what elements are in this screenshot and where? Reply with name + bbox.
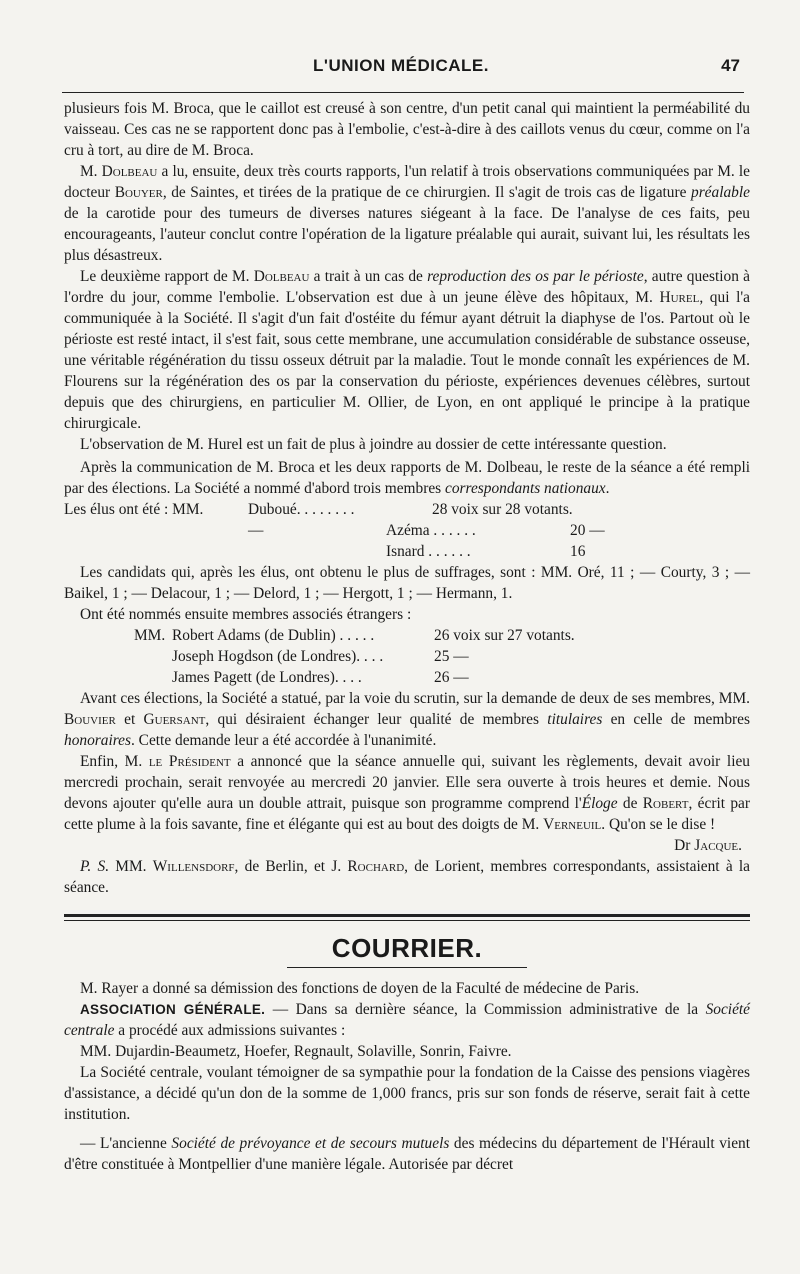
- vote-row: — Azéma . . . . . . 20 —: [248, 522, 605, 539]
- person-name: M. Dolbeau: [80, 163, 158, 180]
- signature: Dr Jacque.: [674, 837, 742, 854]
- emphasis: Société de prévoyance et de secours mutuels: [171, 1135, 450, 1152]
- person-name: Willensdorf: [152, 858, 235, 875]
- emphasis: reproduction des os par le périoste: [427, 268, 644, 285]
- paragraph-4: L'observation de M. Hurel est un fait de plus à joindre au dossier de cette intéressante question.: [80, 436, 667, 453]
- courrier-paragraph-3: MM. Dujardin-Beaumetz, Hoefer, Regnault, Solaville, Sonrin, Faivre.: [80, 1043, 512, 1060]
- person-name: le Président: [148, 753, 231, 770]
- paragraph-1: plusieurs fois M. Broca, que le caillot est creusé à son centre, d'un petit canal qui maintient la perméabilité du vaisseau. Ces cas ne se rapportent donc pas à l'embolie, c'est-à-dire à des caillots venus du cœur, comme on l'a cru à tort, au dire de M. Broca.: [64, 100, 750, 159]
- postscript: P. S. MM. Willensdorf, de Berlin, et J. Rochard, de Lorient, membres correspondants, assistaient à la séance.: [64, 858, 751, 896]
- person-name: Bouvier: [64, 711, 116, 728]
- person-name: Hurel: [659, 289, 700, 306]
- vote-row: Joseph Hogdson (de Londres). . . . 25 —: [172, 648, 469, 665]
- person-name: Verneuil: [543, 816, 602, 833]
- emphasis: Société centrale: [64, 1001, 751, 1039]
- person-name: Rochard: [347, 858, 405, 875]
- page-number: 47: [721, 56, 740, 75]
- courrier-paragraph-5: — L'ancienne Société de prévoyance et de secours mutuels des médecins du département de l'Hérault vient d'être constituée à Montpellier d'une manière légale. Autorisée par décret: [64, 1135, 750, 1173]
- emphasis: Éloge: [581, 795, 618, 812]
- header-rule: [62, 92, 744, 93]
- vote-list-national: [64, 499, 750, 562]
- person-name: Dolbeau: [253, 268, 310, 285]
- emphasis: correspondants nationaux: [445, 480, 606, 497]
- article-body: [64, 98, 750, 1175]
- courrier-paragraph-1: M. Rayer a donné sa démission des fonctions de doyen de la Faculté de médecine de Paris.: [80, 980, 640, 997]
- vote-list-foreign: [64, 625, 750, 688]
- vote-row: MM. Robert Adams (de Dublin) . . . . . 26 voix sur 27 votants.: [134, 627, 575, 644]
- page-header: [62, 52, 740, 84]
- title-underline: [287, 967, 527, 968]
- emphasis: titulaires: [547, 711, 603, 728]
- vote-row: Les élus ont été : MM. Duboué. . . . . . . . 28 voix sur 28 votants.: [64, 501, 573, 518]
- paragraph-8: Avant ces élections, la Société a statué, par la voie du scrutin, sur la demande de deux de ses membres, MM. Bouvier et Guersant, qui désiraient échanger leur qualité de membres titulaires en celle de membres honoraires. Cette demande leur a été accordée à l'unanimité.: [64, 690, 750, 749]
- ps-label: P. S.: [80, 858, 110, 875]
- emphasis: honoraires: [64, 732, 131, 749]
- section-title: COURRIER.: [331, 933, 483, 963]
- running-title: L'UNION MÉDICALE.: [313, 56, 489, 75]
- person-name: Bouyer: [114, 184, 163, 201]
- courrier-paragraph-2: ASSOCIATION GÉNÉRALE. — Dans sa dernière séance, la Commission administrative de la Société centrale a procédé aux admissions suivantes :: [64, 1001, 751, 1039]
- paragraph-5: Après la communication de M. Broca et les deux rapports de M. Dolbeau, le reste de la séance a été rempli par des élections. La Société a nommé d'abord trois membres correspondants nationaux.: [64, 459, 750, 497]
- paragraph-3: Le deuxième rapport de M. Dolbeau a trait à un cas de reproduction des os par le périoste, autre question à l'ordre du jour, comme l'embolie. L'observation est due à un jeune élève des hôpitaux, M. Hurel, qui l'a communiquée à la Société. Il s'agit d'un fait d'ostéite du fémur ayant détruit la diaphyse de l'os. Partout où le périoste est resté intact, il s'est fait, sous cette membrane, une accumulation considérable de substance osseuse, une véritable régénération du tissu osseux détruit par la maladie. Tout le monde connaît les expériences de M. Flourens sur la régénération des os par la conservation du périoste, expériences devenues célèbres, surtout depuis que des chirurgiens, en particulier M. Ollier, de Lyon, en ont appliqué le principe à la pratique chirurgicale.: [64, 268, 750, 432]
- vote-row: Isnard . . . . . . 16: [386, 543, 586, 560]
- vote-row: James Pagett (de Londres). . . . 26 —: [172, 669, 469, 686]
- section-divider: [64, 914, 750, 921]
- person-name: Robert: [642, 795, 689, 812]
- emphasis: préalable: [691, 184, 750, 201]
- paragraph-7: Ont été nommés ensuite membres associés étrangers :: [80, 606, 412, 623]
- courrier-paragraph-4: La Société centrale, voulant témoigner de sa sympathie pour la fondation de la Caisse des pensions viagères d'assistance, a décidé qu'un don de la somme de 1,000 francs, pris sur son fonds de réserve, serait fait à cette institution.: [64, 1064, 750, 1123]
- paragraph-9: Enfin, M. le Président a annoncé que la séance annuelle qui, suivant les règlements, devait avoir lieu mercredi prochain, serait renvoyée au mercredi 20 janvier. Elle sera ouverte à trois heures et demie. Nous devons ajouter qu'elle aura un double attrait, puisque son programme comprend l'Éloge de Robert, écrit par cette plume à la fois savante, fine et élégante qui est au bout des doigts de M. Verneuil. Qu'on se le dise !: [64, 753, 750, 833]
- paragraph-2: M. Dolbeau a lu, ensuite, deux très courts rapports, l'un relatif à trois observations communiquées par M. le docteur Bouyer, de Saintes, et tirées de la pratique de ce chirurgien. Il s'agit de trois cas de ligature préalable de la carotide pour des tumeurs de diverses natures siégeant à la face. De l'analyse de ces faits, peu encourageants, l'auteur conclut contre l'opération de la ligature préalable qui aurait, suivant lui, les résultats les plus désastreux.: [64, 163, 750, 264]
- rubric-label: ASSOCIATION GÉNÉRALE.: [80, 1002, 266, 1017]
- paragraph-6: Les candidats qui, après les élus, ont obtenu le plus de suffrages, sont : MM. Oré, 11 ; — Courty, 3 ; — Baikel, 1 ; — Delacour, 1 ; — Delord, 1 ; — Hergott, 1 ; — Hermann, 1.: [64, 564, 750, 602]
- person-name: Guersant: [143, 711, 206, 728]
